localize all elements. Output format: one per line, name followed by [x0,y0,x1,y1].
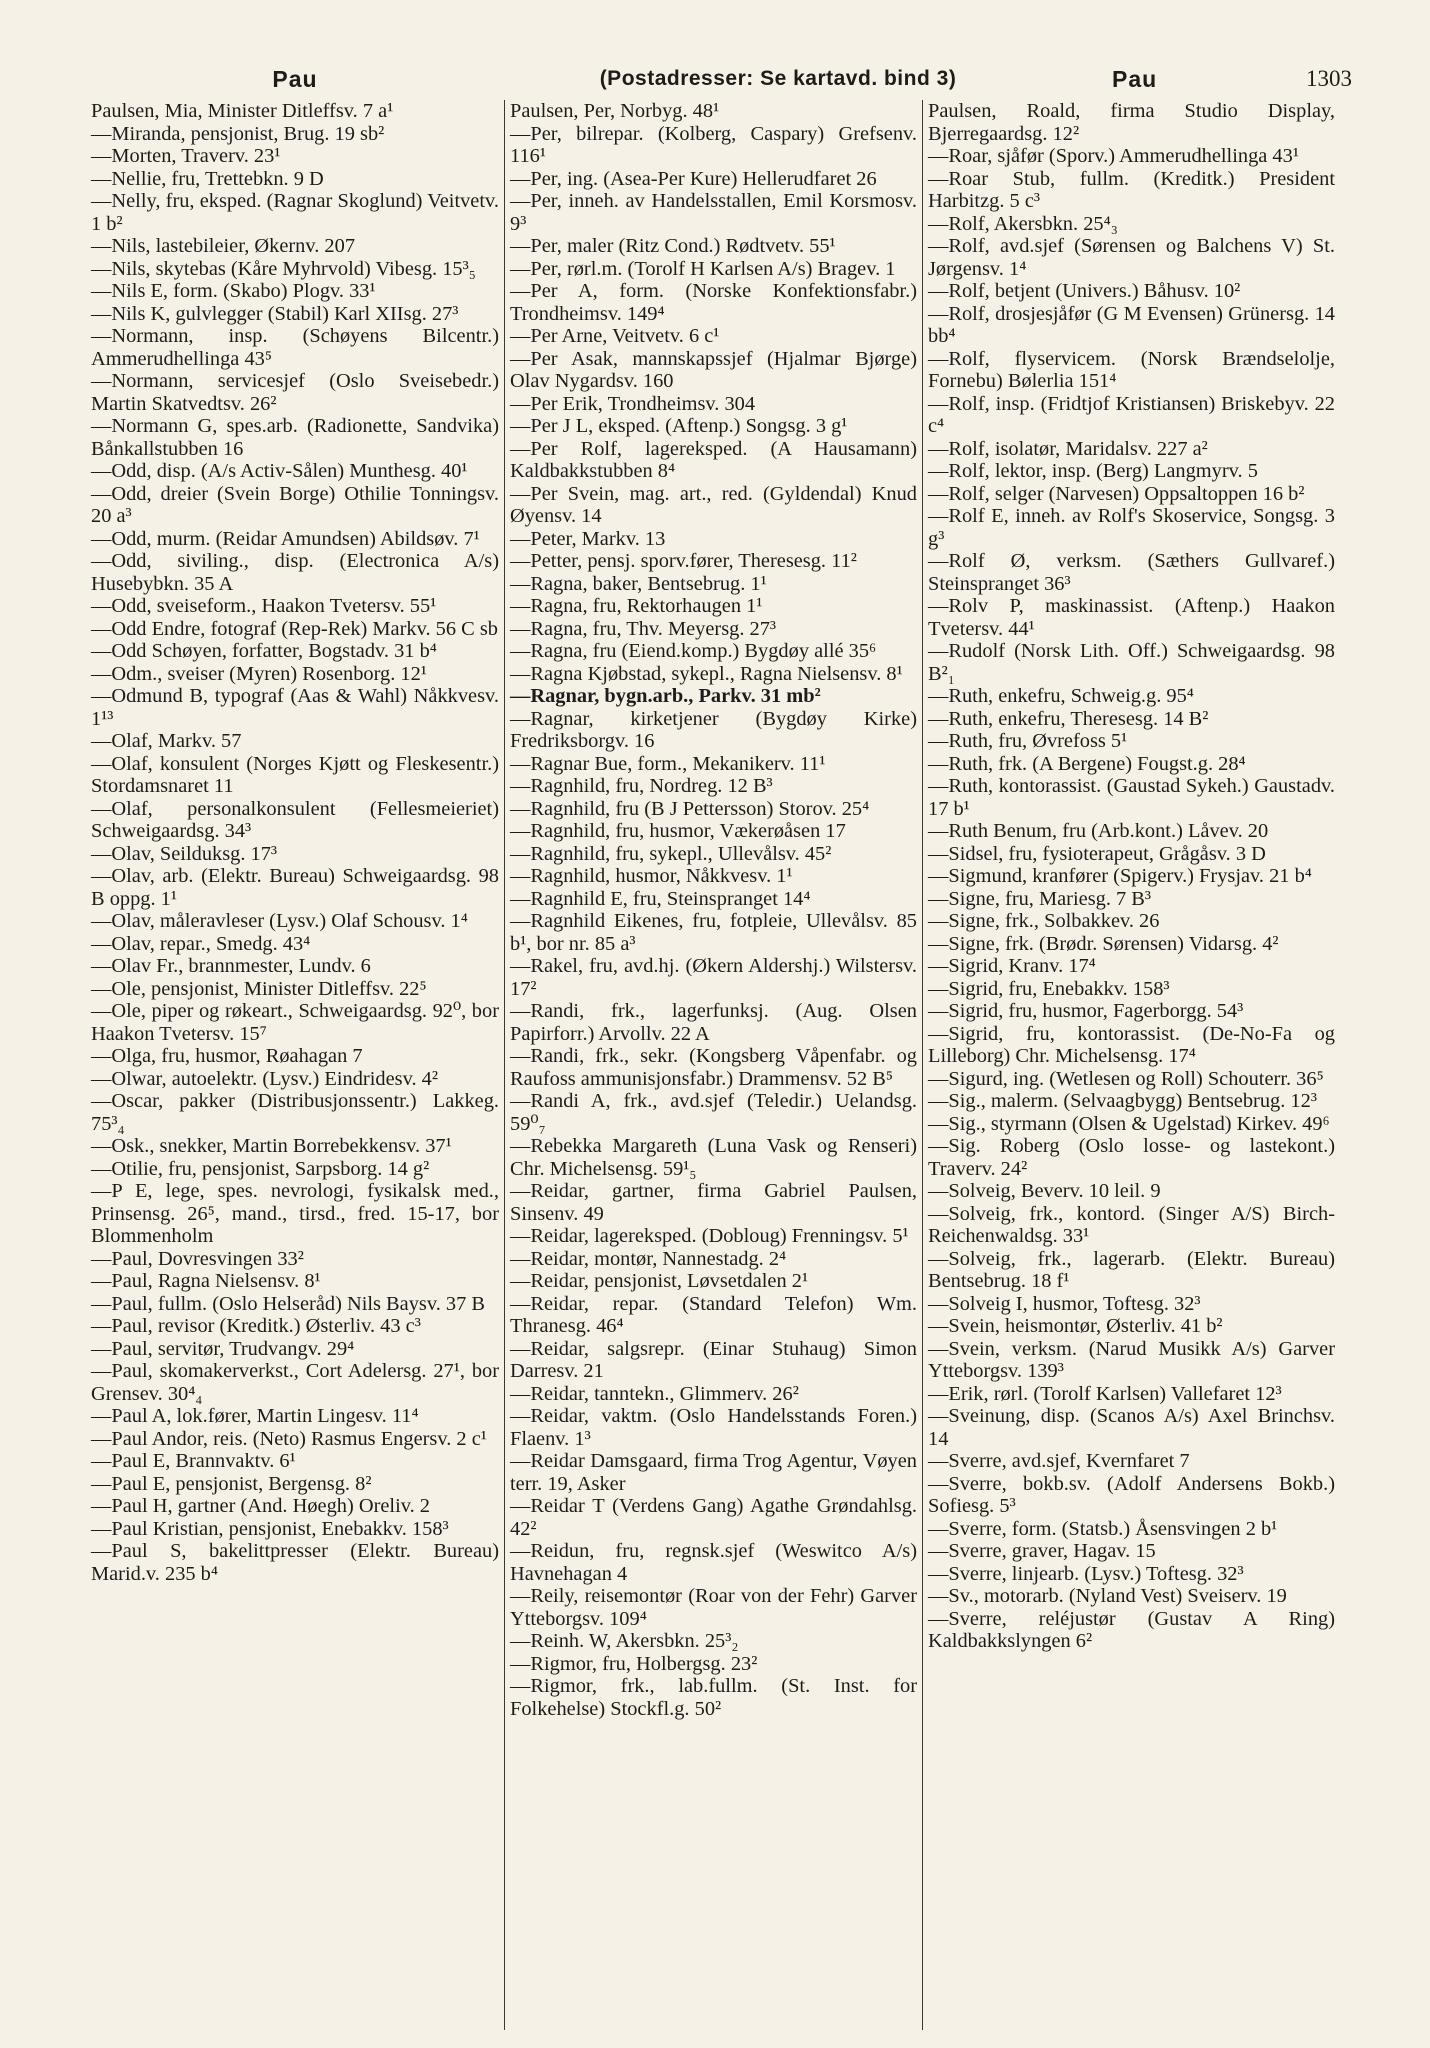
directory-entry: —Per Asak, mannskapssjef (Hjalmar Bjørge) Olav Nygardsv. 160 [510,347,917,392]
directory-entry: —Ragnhild, fru, husmor, Vækerøåsen 17 [510,820,846,842]
directory-entry: —Ragnhild, fru, Nordreg. 12 B³ [510,775,773,797]
directory-entry: —Odd, sveiseform., Haakon Tvetersv. 55¹ [91,595,437,617]
directory-entry: —Ragnhild, fru, sykepl., Ullevålsv. 45² [510,842,832,865]
directory-entry: —Sverre, graver, Hagav. 15 [928,1540,1156,1562]
directory-entry: Paulsen, Mia, Minister Ditleffsv. 7 a¹ [91,100,394,122]
directory-entry: —Ruth, kontorassist. (Gaustad Sykeh.) Gaustadv. 17 b¹ [928,775,1335,820]
directory-entry: —Reidar Damsgaard, firma Trog Agentur, Vøyen terr. 19, Asker [510,1450,917,1495]
directory-entry: —Olaf, konsulent (Norges Kjøtt og Fleskesentr.) Stordamsnaret 11 [91,752,499,797]
directory-entry: —Ragnhild, husmor, Nåkkvesv. 1¹ [510,865,793,887]
directory-entry: —Reidar, lagereksped. (Dobloug) Frenningsv. 5¹ [510,1225,909,1247]
directory-entry: —Paul E, pensjonist, Bergensg. 8² [91,1472,372,1495]
directory-entry: —Rolf, flyservicem. (Norsk Brændselolje, Fornebu) Bølerlia 151⁴ [928,347,1335,392]
page-number: 1303 [1306,65,1352,91]
directory-entry: —Randi, frk., sekr. (Kongsberg Våpenfabr. og Raufoss ammunisjonsfabr.) Drammensv. 52 B⁵ [510,1045,917,1090]
directory-column-3 [922,100,1340,2030]
directory-entry: —Rakel, fru, avd.hj. (Økern Aldershj.) Wilstersv. 17² [510,955,917,1000]
directory-entry: —Ruth Benum, fru (Arb.kont.) Låvev. 20 [928,820,1269,842]
directory-entry: —Reidar, repar. (Standard Telefon) Wm. Thranesg. 46⁴ [510,1292,917,1337]
directory-entry: —Otilie, fru, pensjonist, Sarpsborg. 14 g² [91,1157,430,1180]
directory-entry: —Odd, murm. (Reidar Amundsen) Abildsøv. 7¹ [91,527,480,550]
directory-entry: —Paul, skomakerverkst., Cort Adelersg. 27¹, bor Grensev. 30⁴₄ [91,1360,499,1405]
directory-entry: —Sverre, reléjustør (Gustav A Ring) Kaldbakkslyngen 6² [928,1607,1335,1652]
directory-entry: —Per A, form. (Norske Konfektionsfabr.) Trondheimsv. 149⁴ [510,280,917,325]
directory-entry: —Normann, servicesjef (Oslo Sveisebedr.) Martin Skatvedtsv. 26² [91,370,499,415]
directory-entry: —Per Svein, mag. art., red. (Gyldendal) Knud Øyensv. 14 [510,482,917,527]
directory-entry: —Rolf Ø, verksm. (Sæthers Gullvaref.) Steinspranget 36³ [928,550,1335,595]
directory-entry: —Paul, Dovresvingen 33² [91,1247,304,1270]
directory-entry: —Ragnhild E, fru, Steinspranget 14⁴ [510,887,811,910]
directory-entry: —Sveinung, disp. (Scanos A/s) Axel Brinchsv. 14 [928,1405,1335,1450]
directory-entry: —Nelly, fru, eksped. (Ragnar Skoglund) Veitvetv. 1 b² [91,190,499,235]
directory-entry: —Nils K, gulvlegger (Stabil) Karl XIIsg. 27³ [91,302,459,325]
directory-entry: —Per J L, eksped. (Aftenp.) Songsg. 3 g¹ [510,415,848,437]
directory-entry: —Reidar, pensjonist, Løvsetdalen 2¹ [510,1270,809,1292]
header-center-note: (Postadresser: Se kartavd. bind 3) [599,67,957,90]
directory-entry: —Svein, heismontør, Østerliv. 41 b² [928,1315,1223,1337]
directory-entry: —Olga, fru, husmor, Røahagan 7 [91,1045,363,1067]
directory-entry: —Oscar, pakker (Distribusjonssentr.) Lakkeg. 75³₄ [91,1090,499,1135]
directory-entry: —Odd Schøyen, forfatter, Bogstadv. 31 b⁴ [91,640,437,662]
directory-entry: —Erik, rørl. (Torolf Karlsen) Vallefaret 12³ [928,1382,1282,1405]
directory-entry: —Ragna Kjøbstad, sykepl., Ragna Nielsensv. 8¹ [510,662,903,685]
directory-entry: —Olav, måleravleser (Lysv.) Olaf Schousv. 1⁴ [91,910,468,932]
directory-entry: —Ole, piper og røkeart., Schweigaardsg. 92⁰, bor Haakon Tvetersv. 15⁷ [91,1000,499,1045]
directory-entry: —Sigmund, kranfører (Spigerv.) Frysjav. 21 b⁴ [928,865,1312,887]
directory-entry: —Sv., motorarb. (Nyland Vest) Sveiserv. 19 [928,1585,1287,1607]
directory-entry: Paulsen, Roald, firma Studio Display, Bjerregaardsg. 12² [928,100,1335,145]
directory-entry: —Ragna, fru (Eiend.komp.) Bygdøy allé 35⁶ [510,640,877,662]
directory-entry: —Signe, frk. (Brødr. Sørensen) Vidarsg. 4² [928,932,1279,955]
directory-entry: —Paul, Ragna Nielsensv. 8¹ [91,1270,321,1292]
directory-entry: —Ruth, fru, Øvrefoss 5¹ [928,730,1128,752]
directory-entry: —Odd Endre, fotograf (Rep-Rek) Markv. 56 C sb [91,617,498,640]
directory-entry: —Rigmor, fru, Holbergsg. 23² [510,1652,758,1675]
directory-entry: —Sig., malerm. (Selvaagbygg) Bentsebrug. 12³ [928,1090,1317,1112]
directory-entry: —Normann, insp. (Schøyens Bilcentr.) Ammerudhellinga 43⁵ [91,325,499,370]
directory-entry: —Per, inneh. av Handelsstallen, Emil Korsmosv. 9³ [510,190,917,235]
directory-entry: —Ruth, enkefru, Schweig.g. 95⁴ [928,685,1194,707]
directory-entry: —Ruth, frk. (A Bergene) Fougst.g. 28⁴ [928,752,1246,775]
directory-entry: —Odmund B, typograf (Aas & Wahl) Nåkkvesv. 1¹³ [91,685,499,730]
directory-entry: —Ragnhild, fru (B J Pettersson) Storov. 25⁴ [510,797,870,820]
directory-entry: —Reidun, fru, regnsk.sjef (Weswitco A/s) Havnehagan 4 [510,1540,917,1585]
directory-entry: —Rolf, avd.sjef (Sørensen og Balchens V) St. Jørgensv. 1⁴ [928,235,1335,280]
directory-entry: —Paul A, lok.fører, Martin Lingesv. 11⁴ [91,1405,419,1427]
directory-entry: —Rudolf (Norsk Lith. Off.) Schweigaardsg. 98 B²₁ [928,640,1335,685]
directory-entry: —Reidar, tanntekn., Glimmerv. 26² [510,1382,799,1405]
directory-entry: —Osk., snekker, Martin Borrebekkensv. 37¹ [91,1135,452,1157]
directory-entry: —Signe, frk., Solbakkev. 26 [928,910,1160,932]
page-header [86,62,1352,96]
directory-entry: —Solveig I, husmor, Toftesg. 32³ [928,1292,1201,1315]
directory-entry: —Rolf, lektor, insp. (Berg) Langmyrv. 5 [928,460,1258,482]
directory-entry: —Sig. Roberg (Oslo losse- og lastekont.) Traverv. 24² [928,1135,1335,1180]
directory-entry: —Paul Kristian, pensjonist, Enebakkv. 158³ [91,1517,449,1540]
directory-entry: —Ragnar Bue, form., Mekanikerv. 11¹ [510,752,826,775]
directory-entry: —Rolf E, inneh. av Rolf's Skoservice, Songsg. 3 g³ [928,505,1335,550]
directory-entry: —Olaf, Markv. 57 [91,730,242,752]
directory-entry: —Reidar T (Verdens Gang) Agathe Grøndahlsg. 42² [510,1495,917,1540]
directory-entry: —Reinh. W, Akersbkn. 25³₂ [510,1630,739,1652]
directory-column-2 [504,100,922,2030]
directory-entry: —Sigurd, ing. (Wetlesen og Roll) Schouterr. 36⁵ [928,1067,1324,1090]
directory-entry: —Per, maler (Ritz Cond.) Rødtvetv. 55¹ [510,235,836,257]
header-right-group [1052,66,1352,93]
directory-column-1 [86,100,504,2030]
directory-entry: —Paul, revisor (Kreditk.) Østerliv. 43 c³ [91,1315,421,1337]
directory-entry: —Olav, Seilduksg. 17³ [91,842,278,865]
directory-entry: —Rolf, Akersbkn. 25⁴₃ [928,212,1118,235]
directory-entry: —Rolf, selger (Narvesen) Oppsaltoppen 16 b² [928,482,1305,505]
directory-entry: —Sigrid, Kranv. 17⁴ [928,955,1096,977]
directory-entry: —Peter, Markv. 13 [510,527,666,550]
directory-entry: —Reily, reisemontør (Roar von der Fehr) Garver Ytteborgsv. 109⁴ [510,1585,917,1630]
directory-entry: —Sidsel, fru, fysioterapeut, Grågåsv. 3 D [928,842,1266,865]
header-left-keyword: Pau [272,65,318,92]
directory-entry: —Rigmor, frk., lab.fullm. (St. Inst. for Folkehelse) Stockfl.g. 50² [510,1675,917,1720]
directory-entry: —Petter, pensj. sporv.fører, Theresesg. 11² [510,550,857,572]
directory-entry: —Nils, lastebileier, Økernv. 207 [91,235,356,257]
directory-entry: —Odd, siviling., disp. (Electronica A/s) Husebybkn. 35 A [91,550,499,595]
directory-entry: —Reidar, gartner, firma Gabriel Paulsen, Sinsenv. 49 [510,1180,917,1225]
directory-entry: —Per, ing. (Asea-Per Kure) Hellerudfaret 26 [510,167,877,190]
directory-entry: —Roar, sjåfør (Sporv.) Ammerudhellinga 43¹ [928,145,1299,167]
directory-entry: —Rolv P, maskinassist. (Aftenp.) Haakon Tvetersv. 44¹ [928,595,1335,640]
directory-entry: —Solveig, Beverv. 10 leil. 9 [928,1180,1161,1202]
directory-entry: —Solveig, frk., kontord. (Singer A/S) Birch-Reichenwaldsg. 33¹ [928,1202,1335,1247]
directory-entry: —Svein, verksm. (Narud Musikk A/s) Garver Ytteborgsv. 139³ [928,1337,1335,1382]
directory-entry: —Ragnar, bygn.arb., Parkv. 31 mb² [510,685,821,707]
directory-entry: —Ragna, fru, Rektorhaugen 1¹ [510,595,763,617]
directory-entry: —Per, bilrepar. (Kolberg, Caspary) Grefsenv. 116¹ [510,122,917,167]
directory-entry: —Ole, pensjonist, Minister Ditleffsv. 22⁵ [91,977,427,1000]
directory-entry: —Sig., styrmann (Olsen & Ugelstad) Kirkev. 49⁶ [928,1112,1330,1135]
header-right-keyword: Pau [1112,65,1158,92]
directory-entry: —Randi, frk., lagerfunksj. (Aug. Olsen Papirforr.) Arvollv. 22 A [510,1000,917,1045]
directory-entry: —Miranda, pensjonist, Brug. 19 sb² [91,122,385,145]
directory-entry: —Per Arne, Veitvetv. 6 c¹ [510,325,720,347]
directory-entry: —Rebekka Margareth (Luna Vask og Renseri) Chr. Michelsensg. 59¹₅ [510,1135,917,1180]
directory-entry: —Olaf, personalkonsulent (Fellesmeieriet) Schweigaardsg. 34³ [91,797,499,842]
directory-entry: —Odd, disp. (A/s Activ-Sålen) Munthesg. 40¹ [91,460,468,482]
directory-entry: —Solveig, frk., lagerarb. (Elektr. Bureau) Bentsebrug. 18 f¹ [928,1247,1335,1292]
directory-entry: —Sverre, avd.sjef, Kvernfaret 7 [928,1450,1190,1472]
directory-entry: —Sigrid, fru, Enebakkv. 158³ [928,977,1170,1000]
directory-entry: —Nils E, form. (Skabo) Plogv. 33¹ [91,280,376,302]
directory-columns [86,100,1352,2030]
directory-entry: —Paul H, gartner (And. Høegh) Oreliv. 2 [91,1495,431,1517]
directory-entry: —Per, rørl.m. (Torolf H Karlsen A/s) Bragev. 1 [510,257,896,280]
directory-entry: —Sverre, linjearb. (Lysv.) Toftesg. 32³ [928,1562,1244,1585]
directory-entry: —Olwar, autoelektr. (Lysv.) Eindridesv. 4² [91,1067,438,1090]
directory-entry: —Ragnhild Eikenes, fru, fotpleie, Ullevålsv. 85 b¹, bor nr. 85 a³ [510,910,917,955]
directory-entry: —P E, lege, spes. nevrologi, fysikalsk med., Prinsensg. 26⁵, mand., tirsd., fred. 15-17, bor Blommenholm [91,1180,499,1247]
directory-entry: —Olav Fr., brannmester, Lundv. 6 [91,955,371,977]
directory-entry: —Rolf, isolatør, Maridalsv. 227 a² [928,437,1208,460]
directory-entry: Paulsen, Per, Norbyg. 48¹ [510,100,720,122]
directory-entry: —Paul, servitør, Trudvangv. 29⁴ [91,1337,355,1360]
directory-entry: —Nellie, fru, Trettebkn. 9 D [91,167,324,190]
directory-entry: —Signe, fru, Mariesg. 7 B³ [928,887,1152,910]
directory-entry: —Reidar, montør, Nannestadg. 2⁴ [510,1247,787,1270]
directory-entry: —Randi A, frk., avd.sjef (Teledir.) Uelandsg. 59⁰₇ [510,1090,917,1135]
directory-entry: —Ragna, baker, Bentsebrug. 1¹ [510,572,767,595]
directory-entry: —Per Erik, Trondheimsv. 304 [510,392,756,415]
directory-entry: —Olav, arb. (Elektr. Bureau) Schweigaardsg. 98 B oppg. 1¹ [91,865,499,910]
directory-entry: —Per Rolf, lagereksped. (A Hausamann) Kaldbakkstubben 8⁴ [510,437,917,482]
directory-entry: —Olav, repar., Smedg. 43⁴ [91,932,311,955]
directory-entry: —Sigrid, fru, kontorassist. (De-No-Fa og Lilleborg) Chr. Michelsensg. 17⁴ [928,1022,1335,1067]
directory-entry: —Odm., sveiser (Myren) Rosenborg. 12¹ [91,662,427,685]
directory-entry: —Ragnar, kirketjener (Bygdøy Kirke) Fredriksborgv. 16 [510,707,917,752]
directory-entry: —Ruth, enkefru, Theresesg. 14 B² [928,707,1209,730]
directory-entry: —Rolf, drosjesjåfør (G M Evensen) Grünersg. 14 bb⁴ [928,302,1335,347]
directory-entry: —Sverre, bokb.sv. (Adolf Andersens Bokb.) Sofiesg. 5³ [928,1472,1335,1517]
directory-entry: —Paul Andor, reis. (Neto) Rasmus Engersv. 2 c¹ [91,1427,487,1450]
directory-entry: —Roar Stub, fullm. (Kreditk.) President Harbitzg. 5 c³ [928,167,1335,212]
directory-entry: —Reidar, vaktm. (Oslo Handelsstands Foren.) Flaenv. 1³ [510,1405,917,1450]
directory-entry: —Rolf, betjent (Univers.) Båhusv. 10² [928,280,1241,302]
directory-entry: —Ragna, fru, Thv. Meyersg. 27³ [510,617,777,640]
directory-entry: —Sverre, form. (Statsb.) Åsensvingen 2 b¹ [928,1517,1278,1540]
directory-entry: —Odd, dreier (Svein Borge) Othilie Tonningsv. 20 a³ [91,482,499,527]
directory-entry: —Sigrid, fru, husmor, Fagerborgg. 54³ [928,1000,1244,1022]
directory-entry: —Reidar, salgsrepr. (Einar Stuhaug) Simon Darresv. 21 [510,1337,917,1382]
directory-entry: —Paul E, Brannvaktv. 6¹ [91,1450,296,1472]
directory-entry: —Rolf, insp. (Fridtjof Kristiansen) Briskebyv. 22 c⁴ [928,392,1335,437]
directory-entry: —Normann G, spes.arb. (Radionette, Sandvika) Bånkallstubben 16 [91,415,499,460]
directory-entry: —Paul, fullm. (Oslo Helseråd) Nils Baysv. 37 B [91,1292,485,1315]
directory-entry: —Morten, Traverv. 23¹ [91,145,281,167]
directory-entry: —Paul S, bakelittpresser (Elektr. Bureau) Marid.v. 235 b⁴ [91,1540,499,1585]
directory-entry: —Nils, skytebas (Kåre Myhrvold) Vibesg. 15³₅ [91,257,476,280]
